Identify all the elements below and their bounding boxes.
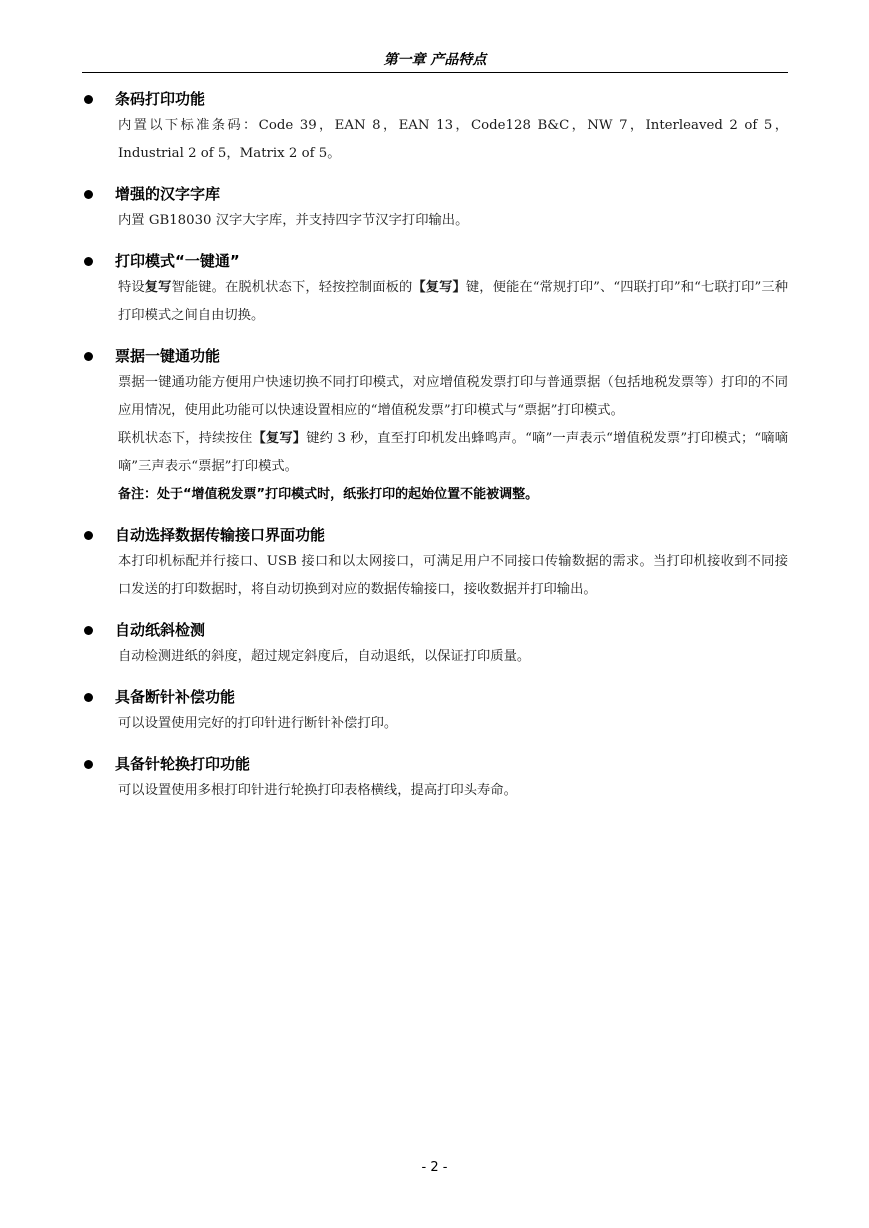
page-footer <box>0 1160 869 1175</box>
section-title: 自动纸斜检测 <box>115 621 206 639</box>
page-header <box>82 50 788 73</box>
section-heading <box>82 751 788 777</box>
section-body <box>82 777 788 805</box>
copy-key-emphasis: 【复写】 <box>252 431 307 446</box>
feature-section-font <box>82 181 788 235</box>
section-body <box>82 548 788 604</box>
feature-section-interface <box>82 522 788 604</box>
section-text: 内置 GB18030 汉字大字库，并支持四字节汉字打印输出。 <box>118 213 469 228</box>
text-run: 键约 3 秒，直至打印机发出蜂鸣声。“嘀”一声表示“增值税发票”打印模式；“嘀嘀嘀”三声表示“票据”打印模式。 <box>118 431 789 474</box>
page-number: - 2 - <box>421 1160 448 1175</box>
chapter-title: 第一章 产品特点 <box>383 52 487 68</box>
section-text <box>118 425 788 481</box>
bullet-icon <box>84 760 93 769</box>
section-heading <box>82 181 788 207</box>
section-body <box>82 274 788 330</box>
section-text: 可以设置使用完好的打印针进行断针补偿打印。 <box>118 716 398 731</box>
bullet-icon <box>84 626 93 635</box>
section-title: 具备针轮换打印功能 <box>115 755 251 773</box>
section-title: 自动选择数据传输接口界面功能 <box>115 526 326 544</box>
bullet-icon <box>84 190 93 199</box>
text-run: 特设 <box>118 280 145 295</box>
copy-key-emphasis: 复写 <box>144 280 172 295</box>
section-heading <box>82 684 788 710</box>
section-title: 具备断针补偿功能 <box>115 688 236 706</box>
section-text <box>118 274 788 330</box>
bullet-icon <box>84 352 93 361</box>
section-text: 内置以下标准条码：Code 39，EAN 8，EAN 13，Code128 B&C，NW 7，Interleaved 2 of 5，Industrial 2 of 5，Matrix 2 of 5。 <box>118 118 788 161</box>
section-text: 自动检测进纸的斜度，超过规定斜度后，自动退纸，以保证打印质量。 <box>118 649 531 664</box>
section-note: 备注：处于“增值税发票”打印模式时，纸张打印的起始位置不能被调整。 <box>118 487 539 502</box>
section-heading <box>82 343 788 369</box>
bullet-icon <box>84 95 93 104</box>
section-title: 打印模式“一键通” <box>115 252 240 270</box>
feature-section-needle-rotation <box>82 751 788 805</box>
section-body <box>82 112 788 168</box>
text-run: 智能键。在脱机状态下，轻按控制面板的 <box>171 280 413 295</box>
section-heading <box>82 248 788 274</box>
section-body <box>82 643 788 671</box>
feature-section-barcode <box>82 86 788 168</box>
section-heading <box>82 522 788 548</box>
bullet-icon <box>84 531 93 540</box>
section-body <box>82 710 788 738</box>
section-text: 可以设置使用多根打印针进行轮换打印表格横线，提高打印头寿命。 <box>118 783 517 798</box>
bullet-icon <box>84 257 93 266</box>
section-title: 条码打印功能 <box>115 90 206 108</box>
feature-section-skew-detect <box>82 617 788 671</box>
section-text: 本打印机标配并行接口、USB 接口和以太网接口，可满足用户不同接口传输数据的需求。当打印机接收到不同接口发送的打印数据时，将自动切换到对应的数据传输接口，接收数据并打印输出。 <box>118 554 788 597</box>
section-heading <box>82 86 788 112</box>
section-body <box>82 369 788 509</box>
section-heading <box>82 617 788 643</box>
section-title: 增强的汉字字库 <box>115 185 221 203</box>
bullet-icon <box>84 693 93 702</box>
copy-key-emphasis: 【复写】 <box>412 280 466 295</box>
text-run: 键，便能在“常规打印”、“四联打印”和“七联打印”三种打印模式之间自由切换。 <box>118 280 789 323</box>
section-title: 票据一键通功能 <box>115 347 221 365</box>
section-body <box>82 207 788 235</box>
section-text: 票据一键通功能方便用户快速切换不同打印模式，对应增值税发票打印与普通票据（包括地税发票等）打印的不同应用情况，使用此功能可以快速设置相应的“增值税发票”打印模式与“票据”打印模式。 <box>118 375 788 418</box>
feature-section-invoice <box>82 343 788 509</box>
feature-list <box>82 86 788 818</box>
feature-section-print-mode <box>82 248 788 330</box>
feature-section-needle-compensation <box>82 684 788 738</box>
text-run: 联机状态下，持续按住 <box>118 431 253 446</box>
